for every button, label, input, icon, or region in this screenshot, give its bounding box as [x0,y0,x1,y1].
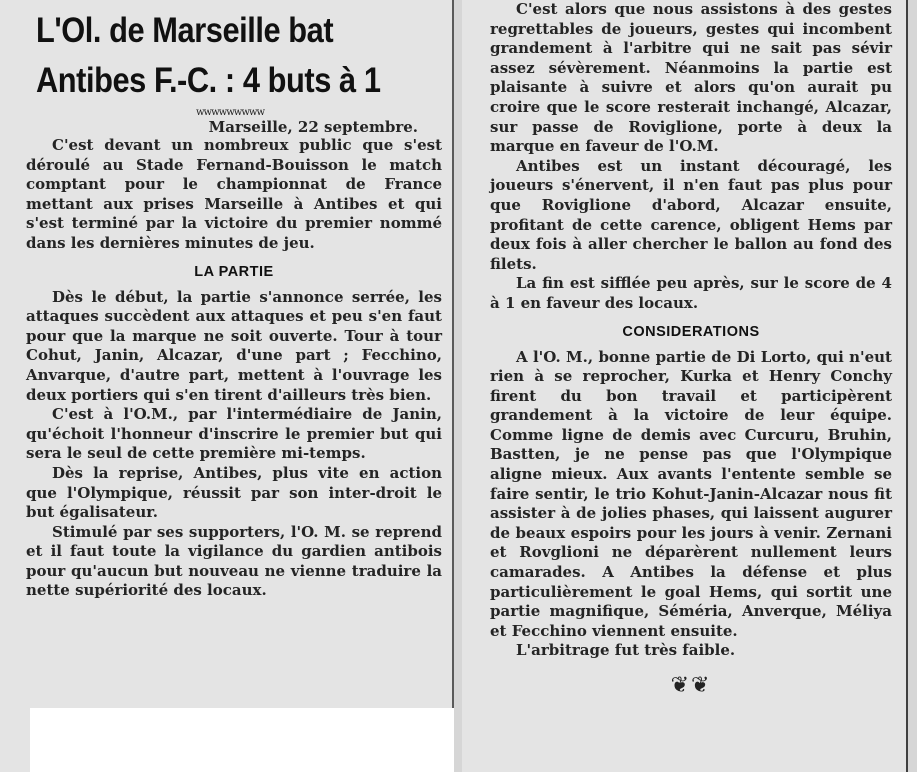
headline-line-1: L'Ol. de Marseille bat [36,11,334,50]
paragraph: Antibes est un instant découragé, les joueurs s'énervent, il n'en faut pas plus pour que Roviglione d'abord, Alcazar ensuite, profitant de cette carence, obligent Hems par deux fois à aller chercher le ballon au fond des filets. [490,156,892,273]
dateline: Marseille, 22 septembre. [208,118,418,136]
paragraph: Dès la reprise, Antibes, plus vite en action que l'Olympique, réussit par son inter-droit le but égalisateur. [26,463,442,522]
paragraph: Stimulé par ses supporters, l'O. M. se reprend et il faut toute la vigilance du gardien antibois pour qu'aucun but nouveau ne vienne traduire la nette supériorité des locaux. [26,522,442,600]
section-title-considerations: CONSIDERATIONS [622,323,760,340]
left-column [0,0,452,772]
column-divider [452,0,454,772]
headline-line-2: Antibes F.-C. : 4 buts à 1 [36,61,381,100]
paragraph: C'est à l'O.M., par l'intermédiaire de Janin, qu'échoit l'honneur d'inscrire le premier but qui sera le seul de cette première mi-temps. [26,405,442,463]
right-column [462,0,906,772]
column-divider [906,0,908,772]
paragraph: La fin est sifflée peu après, sur le score de 4 à 1 en faveur des locaux. [490,274,892,312]
paragraph: C'est alors que nous assistons à des gestes regrettables de joueurs, gestes qui incombent grandement à l'arbitre qui ne sait pas sévir assez sévèrement. Néanmoins la partie est plaisante à suivre et alors qu'on aurait pu croire que le score resterait inchangé, Alcazar, sur passe de Roviglione, porte à deux la marque en faveur de l'O.M. [490,0,892,156]
intro-paragraph: C'est devant un nombreux public que s'est déroulé au Stade Fernand-Bouisson le match comptant pour le championnat de France mettant aux prises Marseille à Antibes et qui s'est terminé par la victoire du premier nommé dans les dernières minutes de jeu. [26,136,442,252]
paragraph: A l'O. M., bonne partie de Di Lorto, qui n'eut rien à se reprocher, Kurka et Henry Conchy firent du bon travail et participèrent grandement à la victoire de leur équipe. Comme ligne de demis avec Curcuru, Bruhin, Bastten, je ne pense pas que l'Olympique aligne mieux. Aux avants l'entente semble se faire sentir, le trio Kohut-Janin-Alcazar nous fit assister à de jolies phases, qui laissent augurer de beaux espoirs pour les jours à venir. Zernani et Rovglioni ne déparèrent nullement leurs camarades. A Antibes la défense et plus particulièrement le goal Hems, qui sortit une partie magnifique, Séméria, Anverque, Méliya et Fecchino viennent ensuite. [490,347,892,640]
end-ornament: ❦❦ [670,673,712,698]
paragraph: Dès le début, la partie s'annonce serrée, les attaques succèdent aux attaques et peu s'en faut pour que la marque ne soit ouverte. Tour à tour Cohut, Janin, Alcazar, d'une part ; Fecchino, Anvarque, d'autre part, mettent à l'ouvrage les deux portiers qui s'en tirent d'ailleurs très bien. [26,287,442,404]
paragraph: L'arbitrage fut très faible. [516,641,736,660]
ornament-rule: wwwwwwwww [196,107,265,118]
blank-cutout-area [30,708,454,772]
section-title-la-partie: LA PARTIE [194,263,274,280]
